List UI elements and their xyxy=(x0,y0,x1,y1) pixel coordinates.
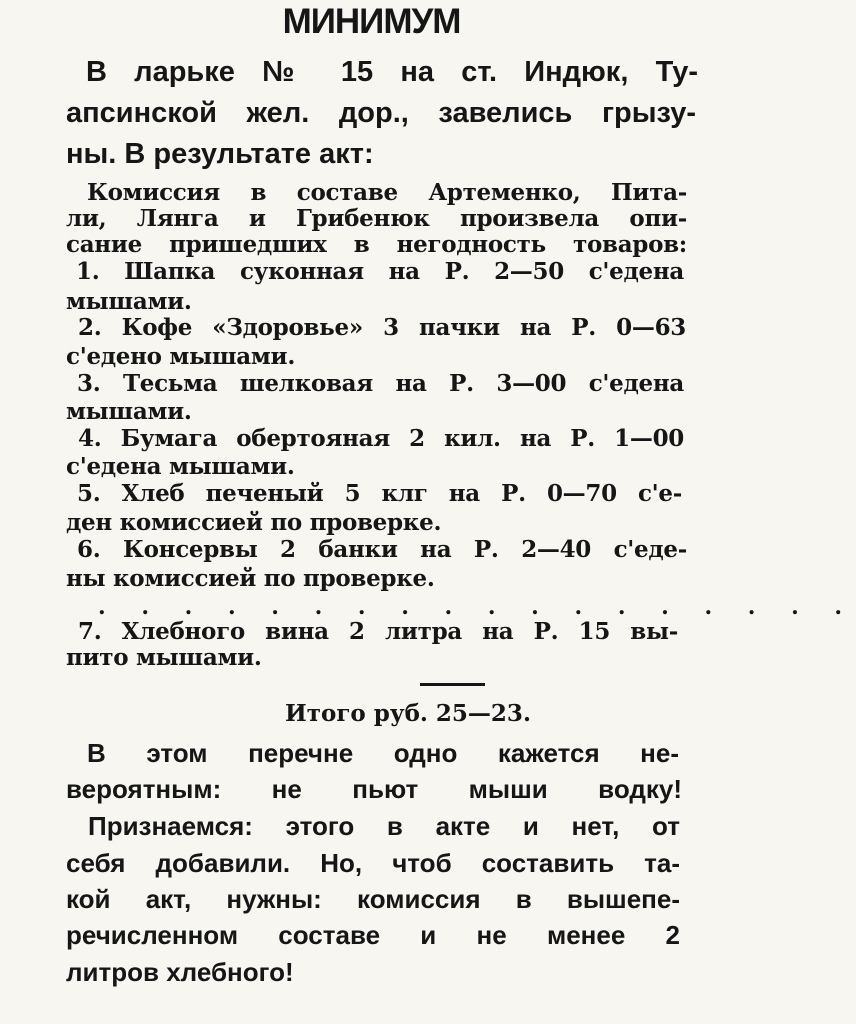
act-line: 4. Бумага обертояная 2 кил. на Р. 1—00 xyxy=(78,425,684,452)
act-line: мышами. xyxy=(66,398,192,425)
act-line: сание пришедших в негодность товаров: xyxy=(66,231,687,258)
conclusion-line: Признаемся: этого в акте и нет, от xyxy=(88,811,680,841)
act-line: с'едена мышами. xyxy=(66,453,295,480)
total-line: Итого руб. 25—23. xyxy=(285,700,531,727)
act-line: 6. Консервы 2 банки на Р. 2—40 с'еде- xyxy=(77,536,687,563)
act-line: ны комиссией по проверке. xyxy=(66,565,435,592)
act-line: ли, Лянга и Грибенюк произвела опи- xyxy=(66,205,687,232)
act-line: 7. Хлебного вина 2 литра на Р. 15 вы- xyxy=(78,618,678,645)
article-title: МИНИМУМ xyxy=(282,2,461,41)
separator-rule xyxy=(420,683,485,686)
act-line: пито мышами. xyxy=(66,644,262,671)
act-line: 3. Тесьма шелковая на Р. 3—00 с'едена xyxy=(77,370,684,397)
act-line: ден комиссией по проверке. xyxy=(66,509,442,536)
intro-line: ны. В результате акт: xyxy=(66,138,374,170)
conclusion-line: вероятным: не пьют мыши водку! xyxy=(66,774,682,804)
intro-line: В ларьке № 15 на ст. Индюк, Ту- xyxy=(86,56,698,88)
act-line: Комиссия в составе Артеменко, Пита- xyxy=(87,179,687,206)
act-line: мышами. xyxy=(66,288,192,315)
act-line: с'едено мышами. xyxy=(66,343,296,370)
intro-line: апсинской жел. дор., завелись грызу- xyxy=(66,97,696,129)
conclusion-line: В этом перечне одно кажется не- xyxy=(87,738,679,768)
conclusion-line: себя добавили. Но, чтоб составить та- xyxy=(66,848,680,878)
conclusion-line: речисленном составе и не менее 2 xyxy=(66,920,680,950)
act-line: 2. Кофе «Здоровье» 3 пачки на Р. 0—63 xyxy=(78,314,686,341)
conclusion-line: литров хлебного! xyxy=(66,957,294,987)
conclusion-line: кой акт, нужны: комиссия в вышепе- xyxy=(66,884,680,914)
act-line: 5. Хлеб печеный 5 клг на Р. 0—70 с'е- xyxy=(77,480,682,507)
act-line: 1. Шапка суконная на Р. 2—50 с'едена xyxy=(76,258,684,285)
ellipsis-separator: . . . . . . . . . . . . . . . . . . xyxy=(98,594,856,620)
